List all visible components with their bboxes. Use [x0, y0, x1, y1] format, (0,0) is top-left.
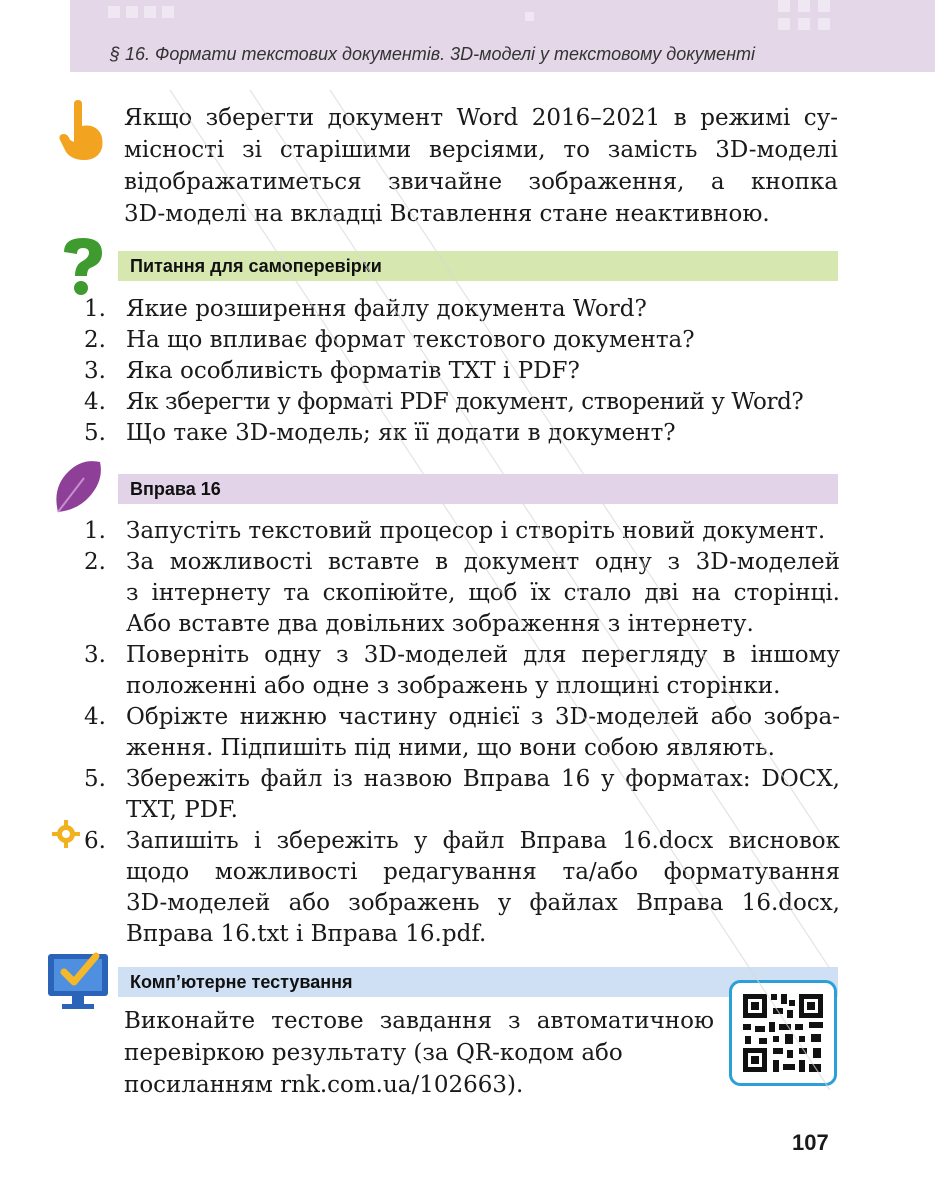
- item-number: 1.: [84, 296, 106, 322]
- item-line: положенні або одне з зображень у площині сторінки.: [126, 673, 781, 699]
- list-item: [84, 547, 840, 640]
- exercise-heading: Вправа 16: [118, 474, 838, 504]
- header-decor: [818, 0, 830, 12]
- list-item: [84, 640, 840, 702]
- header-decor: [108, 6, 120, 18]
- list-item: [84, 764, 840, 826]
- testing-heading: Комп’ютерне тестування: [118, 967, 838, 997]
- list-item: [84, 516, 840, 547]
- header-decor: [818, 18, 830, 30]
- item-line: Поверніть одну з 3D-моделей для перегляду в іншому: [126, 642, 840, 668]
- note-line: 3D-моделі на вкладці Вставлення стане неактивною.: [124, 201, 770, 227]
- item-line: 3D-моделей або зображень у файлах Вправа 16.docx,: [126, 890, 840, 916]
- testing-line: перевіркою результату (за QR-кодом або: [124, 1040, 623, 1066]
- item-line: Запишіть і збережіть у файл Вправа 16.docx висновок: [126, 828, 840, 854]
- note-line: Якщо зберегти документ Word 2016–2021 в режимі су-: [124, 105, 838, 131]
- header-decor: [144, 6, 156, 18]
- item-number: 4.: [84, 704, 106, 730]
- testing-line[interactable]: [124, 1069, 714, 1101]
- item-text: Як зберегти у форматі PDF документ, створений у Word?: [126, 389, 804, 415]
- header-decor: [162, 6, 174, 18]
- item-number: 2.: [84, 549, 106, 575]
- note-line: місності зі старішими версіями, то замість 3D-моделі: [124, 137, 838, 163]
- item-line: За можливості вставте в документ одну з 3D-моделей: [126, 549, 840, 575]
- list-item: [84, 356, 840, 387]
- item-text: На що впливає формат текстового документа?: [126, 327, 695, 353]
- item-text: Що таке 3D-модель; як її додати в документ?: [126, 420, 676, 446]
- feather-pen-icon: [50, 458, 106, 516]
- item-number: 2.: [84, 327, 106, 353]
- page-number: 107: [792, 1130, 829, 1155]
- item-number: 1.: [84, 518, 106, 544]
- list-item: [84, 325, 840, 356]
- item-line: Обріжте нижню частину однієї з 3D-моделей або зобра-: [126, 704, 840, 730]
- item-number: 4.: [84, 389, 106, 415]
- list-item: [84, 294, 840, 325]
- header-decor: [126, 6, 138, 18]
- header-decor: [525, 12, 534, 21]
- qr-code[interactable]: [729, 980, 837, 1086]
- header-decor: [798, 0, 810, 12]
- item-line: Збережіть файл із назвою Вправа 16 у форматах: DOCX,: [126, 766, 840, 792]
- list-item: [84, 826, 840, 950]
- note-paragraph: [124, 102, 838, 230]
- header-decor: [778, 0, 790, 12]
- page-header: [70, 0, 935, 72]
- item-line: Або вставте два довільних зображення з інтернету.: [126, 611, 754, 637]
- pointing-hand-icon: [58, 100, 104, 162]
- item-number: 3.: [84, 358, 106, 384]
- item-number: 3.: [84, 642, 106, 668]
- item-text: Яка особливість форматів TXT і PDF?: [126, 358, 580, 384]
- questions-heading: Питання для самоперевірки: [118, 251, 838, 281]
- question-mark-icon: [58, 236, 108, 298]
- item-number: 6.: [84, 828, 106, 854]
- item-number: 5.: [84, 420, 106, 446]
- exercise-list: [84, 516, 840, 950]
- testing-line: Виконайте тестове завдання з автоматичною: [124, 1008, 714, 1034]
- item-line: TXT, PDF.: [126, 797, 238, 823]
- questions-list: [84, 294, 840, 449]
- item-line: Запустіть текстовий процесор і створіть новий документ.: [126, 518, 826, 544]
- testing-paragraph: [124, 1005, 714, 1101]
- testing-link-text[interactable]: посиланням rnk.com.ua/102663).: [124, 1072, 524, 1098]
- section-title: § 16. Формати текстових документів. 3D-моделі у текстовому документі: [110, 44, 755, 64]
- header-decor: [778, 18, 790, 30]
- item-line: щодо можливості редагування та/або форматування: [126, 859, 840, 885]
- list-item: [84, 418, 840, 449]
- list-item: [84, 702, 840, 764]
- star-difficulty-icon: [52, 820, 80, 848]
- item-line: з інтернету та скопіюйте, щоб їх стало дві на сторінці.: [126, 580, 840, 606]
- item-line: Вправа 16.txt і Вправа 16.pdf.: [126, 921, 487, 947]
- item-number: 5.: [84, 766, 106, 792]
- list-item: [84, 387, 840, 418]
- item-text: Якие розширення файлу документа Word?: [126, 296, 647, 322]
- header-decor: [798, 18, 810, 30]
- monitor-check-icon: [46, 950, 110, 1012]
- item-line: ження. Підпишіть під ними, що вони собою являють.: [126, 735, 775, 761]
- note-line: відображатиметься звичайне зображення, а кнопка: [124, 169, 838, 195]
